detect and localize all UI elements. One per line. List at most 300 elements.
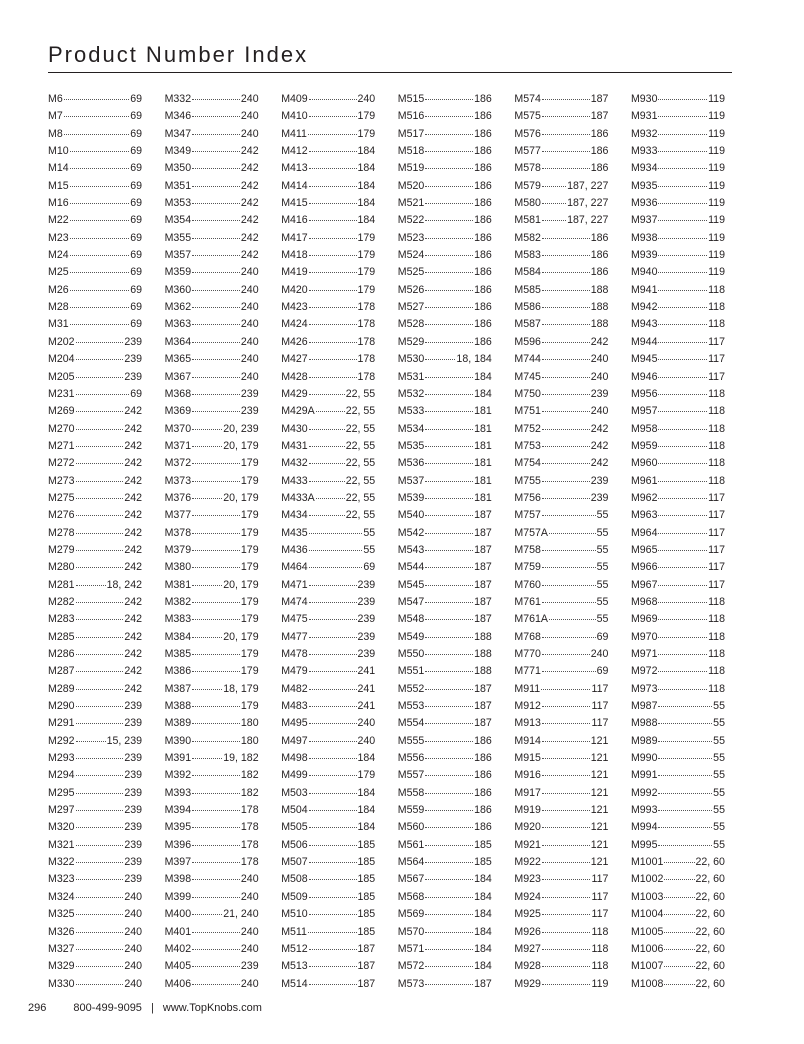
page-reference: 15, 239 <box>106 734 142 747</box>
dot-leader <box>192 949 240 950</box>
index-entry <box>165 906 259 923</box>
dot-leader <box>542 394 590 395</box>
index-entry <box>631 212 725 229</box>
product-code: M406 <box>164 977 192 990</box>
page-reference: 20, 179 <box>223 578 259 591</box>
dot-leader <box>309 775 357 776</box>
dot-leader <box>309 827 357 828</box>
dot-leader <box>70 272 130 273</box>
product-code: M370 <box>164 422 192 435</box>
index-entry <box>281 299 375 316</box>
index-entry <box>281 473 375 490</box>
index-entry <box>514 299 608 316</box>
product-code: M332 <box>164 93 192 105</box>
index-entry <box>48 976 142 993</box>
dot-leader <box>542 567 596 568</box>
product-code: M755 <box>514 474 541 487</box>
dot-leader <box>309 481 345 482</box>
product-code: M915 <box>514 752 541 765</box>
dot-leader <box>192 567 240 568</box>
page-reference: 178 <box>240 838 259 851</box>
dot-leader <box>658 255 707 256</box>
product-code: M1008 <box>630 977 664 990</box>
page-reference: 239 <box>357 648 376 660</box>
page-reference: 239 <box>240 960 259 973</box>
dot-leader <box>76 533 124 534</box>
dot-leader <box>425 879 473 880</box>
dot-leader <box>542 220 566 221</box>
index-entry <box>514 212 608 229</box>
index-entry <box>631 646 725 663</box>
page-reference: 240 <box>240 353 259 366</box>
product-code: M554 <box>397 717 425 730</box>
index-entry <box>398 334 492 351</box>
page-reference: 241 <box>357 682 376 695</box>
index-entry <box>398 160 492 177</box>
product-code: M412 <box>281 145 308 158</box>
index-entry <box>398 403 492 420</box>
product-code: M507 <box>281 856 308 869</box>
page-reference: 184 <box>474 942 492 955</box>
index-entry <box>281 629 375 646</box>
product-code: M968 <box>630 595 658 608</box>
index-entry <box>514 369 608 386</box>
index-entry <box>165 438 259 455</box>
page-reference: 69 <box>130 145 142 158</box>
dot-leader <box>542 411 590 412</box>
index-entry <box>48 802 142 819</box>
index-entry <box>398 906 492 923</box>
product-code: M914 <box>514 734 541 747</box>
index-entry <box>48 160 142 177</box>
dot-leader <box>192 585 222 586</box>
page-reference: 118 <box>708 613 725 626</box>
dot-leader <box>76 689 124 690</box>
product-code: M382 <box>164 595 192 608</box>
dot-leader <box>76 845 124 846</box>
index-entry <box>398 421 492 438</box>
page-reference: 55 <box>596 595 609 608</box>
index-entry <box>398 646 492 663</box>
product-code: M397 <box>164 856 192 869</box>
index-entry <box>281 178 375 195</box>
dot-leader <box>425 914 473 915</box>
dot-leader <box>542 99 590 100</box>
index-entry <box>281 91 375 108</box>
product-code: M26 <box>48 283 69 296</box>
product-code: M15 <box>48 179 69 192</box>
index-entry <box>398 473 492 490</box>
index-entry <box>631 230 725 247</box>
page-reference: 187 <box>357 977 376 990</box>
index-entry <box>631 264 725 281</box>
product-code: M545 <box>397 578 425 591</box>
dot-leader <box>542 862 590 863</box>
index-entry <box>48 611 142 628</box>
dot-leader <box>309 377 357 378</box>
product-code: M325 <box>48 908 75 921</box>
product-code: M478 <box>281 648 308 660</box>
index-entry <box>165 889 259 906</box>
product-code: M435 <box>281 526 308 539</box>
product-code: M577 <box>514 145 541 158</box>
product-code: M394 <box>164 804 192 817</box>
dot-leader <box>76 723 124 724</box>
index-entry <box>631 542 725 559</box>
page-reference: 187, 227 <box>567 179 609 192</box>
dot-leader <box>542 238 590 239</box>
index-column <box>631 91 731 993</box>
page-reference: 188 <box>474 665 492 678</box>
page-reference: 69 <box>596 665 609 678</box>
index-entry <box>631 334 725 351</box>
dot-leader <box>542 984 591 985</box>
page-reference: 118 <box>591 925 609 938</box>
dot-leader <box>425 689 473 690</box>
dot-leader <box>549 533 596 534</box>
product-code: M570 <box>397 925 425 938</box>
page-reference: 242 <box>124 491 142 504</box>
index-entry <box>398 525 492 542</box>
dot-leader <box>542 168 590 169</box>
index-entry <box>631 871 725 888</box>
dot-leader <box>658 272 707 273</box>
page-reference: 241 <box>357 665 376 678</box>
dot-leader <box>192 272 240 273</box>
dot-leader <box>309 845 357 846</box>
page-reference: 187 <box>474 578 492 591</box>
dot-leader <box>192 984 240 985</box>
product-code: M916 <box>514 769 541 782</box>
index-entry <box>631 160 725 177</box>
index-entry <box>165 490 259 507</box>
page-reference: 242 <box>124 682 142 695</box>
index-entry <box>281 559 375 576</box>
dot-leader <box>542 515 596 516</box>
product-code: M759 <box>514 561 541 574</box>
page-reference: 179 <box>240 561 259 574</box>
product-code: M532 <box>397 387 425 400</box>
dot-leader <box>192 741 240 742</box>
index-entry <box>48 195 142 212</box>
dot-leader <box>425 515 473 516</box>
product-code: M1007 <box>630 960 664 973</box>
dot-leader <box>309 168 357 169</box>
page-reference: 55 <box>713 769 725 782</box>
product-code: M576 <box>514 127 541 140</box>
dot-leader <box>309 203 357 204</box>
dot-leader <box>658 723 712 724</box>
product-code: M350 <box>164 162 192 175</box>
page-reference: 239 <box>124 821 142 834</box>
page-reference: 187 <box>474 613 492 626</box>
dot-leader <box>309 272 357 273</box>
index-entry <box>514 663 608 680</box>
product-code: M330 <box>48 977 75 990</box>
dot-leader <box>542 307 590 308</box>
index-entry <box>514 715 608 732</box>
dot-leader <box>76 429 124 430</box>
dot-leader <box>658 307 707 308</box>
dot-leader <box>76 481 124 482</box>
index-entry <box>631 837 725 854</box>
product-code: M573 <box>397 977 425 990</box>
page-reference: 69 <box>130 162 142 175</box>
dot-leader <box>70 324 130 325</box>
product-code: M960 <box>630 457 658 470</box>
index-entry <box>398 195 492 212</box>
page-reference: 187 <box>474 595 492 608</box>
dot-leader <box>425 654 473 655</box>
product-code: M431 <box>281 439 308 452</box>
page-reference: 239 <box>124 838 142 851</box>
dot-leader <box>309 290 357 291</box>
page-reference: 117 <box>708 526 725 539</box>
page-reference: 18, 184 <box>456 353 492 366</box>
page-reference: 239 <box>357 578 376 591</box>
index-entry <box>398 976 492 993</box>
product-code: M419 <box>281 266 308 279</box>
index-entry <box>631 629 725 646</box>
product-code: M362 <box>164 301 192 314</box>
index-entry <box>514 490 608 507</box>
page-reference: 55 <box>596 561 609 574</box>
page-reference: 118 <box>708 457 725 470</box>
index-entry <box>48 507 142 524</box>
product-code: M560 <box>397 821 425 834</box>
dot-leader <box>308 134 357 135</box>
index-entry <box>48 282 142 299</box>
product-code: M291 <box>48 717 75 730</box>
dot-leader <box>309 515 345 516</box>
page-reference: 22, 55 <box>345 387 376 400</box>
page-reference: 22, 60 <box>695 856 725 869</box>
product-code: M508 <box>281 873 308 886</box>
page-reference: 119 <box>708 249 725 262</box>
page-reference: 239 <box>590 387 609 400</box>
product-code: M1005 <box>630 925 664 938</box>
page-reference: 118 <box>708 439 725 452</box>
index-entry <box>631 889 725 906</box>
page-reference: 242 <box>124 509 142 522</box>
dot-leader <box>542 585 596 586</box>
page-reference: 117 <box>708 578 725 591</box>
index-entry <box>281 403 375 420</box>
dot-leader <box>425 550 473 551</box>
product-code: M385 <box>164 648 192 660</box>
index-entry <box>514 178 608 195</box>
page-reference: 121 <box>590 821 609 834</box>
index-entry <box>398 542 492 559</box>
page-reference: 186 <box>590 249 609 262</box>
product-code: M360 <box>164 283 192 296</box>
dot-leader <box>309 741 357 742</box>
product-code: M567 <box>397 873 425 886</box>
page-reference: 69 <box>130 231 142 244</box>
product-code: M430 <box>281 422 308 435</box>
product-code: M574 <box>514 93 541 105</box>
product-code: M497 <box>281 734 308 747</box>
product-code: M548 <box>397 613 425 626</box>
page-reference: 187 <box>590 93 609 105</box>
product-code: M381 <box>164 578 192 591</box>
page-reference: 55 <box>713 838 725 851</box>
product-code: M921 <box>514 838 541 851</box>
dot-leader <box>192 862 240 863</box>
dot-leader <box>658 498 707 499</box>
product-code: M399 <box>164 890 192 903</box>
dot-leader <box>425 949 473 950</box>
index-entry <box>514 230 608 247</box>
index-entry <box>631 369 725 386</box>
dot-leader <box>192 99 240 100</box>
dot-leader <box>64 134 129 135</box>
product-code: M287 <box>48 665 75 678</box>
dot-leader <box>542 637 596 638</box>
dot-leader <box>425 238 473 239</box>
dot-leader <box>658 619 707 620</box>
dot-leader <box>542 897 591 898</box>
index-entry <box>165 316 259 333</box>
index-entry <box>281 490 375 507</box>
index-entry <box>48 785 142 802</box>
dot-leader <box>70 220 130 221</box>
product-code: M510 <box>281 908 308 921</box>
dot-leader <box>425 827 473 828</box>
product-code: M988 <box>630 717 658 730</box>
dot-leader <box>542 723 591 724</box>
dot-leader <box>542 151 590 152</box>
product-code: M534 <box>397 422 425 435</box>
page-reference: 178 <box>357 335 376 348</box>
product-code: M536 <box>397 457 425 470</box>
product-code: M582 <box>514 231 541 244</box>
product-code: M756 <box>514 491 541 504</box>
dot-leader <box>192 966 240 967</box>
page-reference: 187 <box>474 526 492 539</box>
dot-leader <box>192 914 222 915</box>
product-code: M1001 <box>630 856 664 869</box>
page-reference: 186 <box>474 335 492 348</box>
product-code: M354 <box>164 214 192 227</box>
page-reference: 117 <box>591 908 609 921</box>
page-reference: 186 <box>474 804 492 817</box>
dot-leader <box>658 220 707 221</box>
dot-leader <box>658 533 707 534</box>
dot-leader <box>192 290 240 291</box>
index-entry <box>281 958 375 975</box>
dot-leader <box>76 758 124 759</box>
page-reference: 117 <box>708 509 725 522</box>
page-reference: 179 <box>240 526 259 539</box>
index-entry <box>514 889 608 906</box>
index-entry <box>165 663 259 680</box>
index-entry <box>165 369 259 386</box>
dot-leader <box>658 567 707 568</box>
page-reference: 118 <box>708 474 725 487</box>
dot-leader <box>549 619 596 620</box>
index-entry <box>514 351 608 368</box>
index-entry <box>281 369 375 386</box>
product-code: M405 <box>164 960 192 973</box>
dot-leader <box>425 932 473 933</box>
page-reference: 186 <box>474 214 492 227</box>
page-footer <box>28 1002 262 1014</box>
dot-leader <box>658 637 707 638</box>
product-code: M357 <box>164 249 192 262</box>
index-entry <box>165 108 259 125</box>
dot-leader <box>192 706 240 707</box>
page-reference: 187 <box>474 717 492 730</box>
page-reference: 188 <box>590 318 609 331</box>
page-reference: 242 <box>124 613 142 626</box>
product-code: M402 <box>164 942 192 955</box>
dot-leader <box>192 377 240 378</box>
footer-website[interactable]: www.TopKnobs.com <box>162 1002 262 1014</box>
index-entry <box>398 299 492 316</box>
page-reference: 117 <box>708 561 725 574</box>
page-reference: 186 <box>474 179 492 192</box>
page-reference: 119 <box>708 179 725 192</box>
index-entry <box>514 733 608 750</box>
product-code: M427 <box>281 353 308 366</box>
index-entry <box>514 559 608 576</box>
dot-leader <box>192 793 240 794</box>
index-entry <box>514 594 608 611</box>
page-reference: 186 <box>474 283 492 296</box>
index-entry <box>631 715 725 732</box>
product-code: M744 <box>514 353 541 366</box>
dot-leader <box>658 116 707 117</box>
index-entry <box>398 837 492 854</box>
page-reference: 184 <box>357 162 376 175</box>
index-entry <box>631 473 725 490</box>
product-code: M415 <box>281 197 308 210</box>
page-reference: 242 <box>124 457 142 470</box>
index-entry <box>165 750 259 767</box>
dot-leader <box>542 827 590 828</box>
dot-leader <box>425 723 473 724</box>
product-code: M293 <box>48 752 75 765</box>
dot-leader <box>425 775 473 776</box>
product-code: M586 <box>514 301 541 314</box>
page-reference: 240 <box>590 405 609 418</box>
dot-leader <box>192 186 240 187</box>
page-reference: 240 <box>240 370 259 383</box>
dot-leader <box>425 793 473 794</box>
index-entry <box>48 421 142 438</box>
dot-leader <box>664 984 694 985</box>
page-reference: 186 <box>474 249 492 262</box>
product-code: M464 <box>281 561 308 574</box>
product-code: M552 <box>397 682 425 695</box>
dot-leader <box>76 619 124 620</box>
product-code: M7 <box>48 110 63 123</box>
dot-leader <box>425 862 473 863</box>
page-reference: 242 <box>240 249 259 262</box>
page-reference: 186 <box>474 266 492 279</box>
index-entry <box>631 750 725 767</box>
page-reference: 180 <box>240 717 259 730</box>
page-reference: 118 <box>591 942 609 955</box>
product-code: M527 <box>397 301 425 314</box>
product-code: M758 <box>514 543 541 556</box>
product-code: M943 <box>630 318 658 331</box>
index-entry <box>165 282 259 299</box>
product-code: M369 <box>164 405 192 418</box>
page-reference: 118 <box>708 422 725 435</box>
page-reference: 184 <box>474 908 492 921</box>
